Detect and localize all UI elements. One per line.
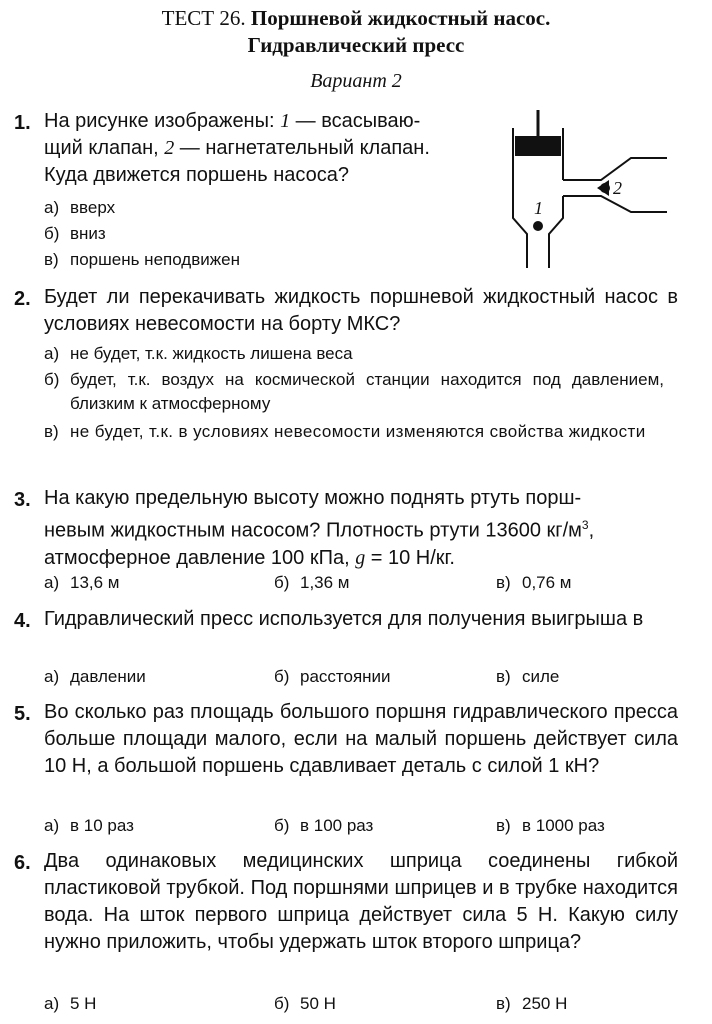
- label-2: 2: [613, 178, 622, 198]
- answer-option[interactable]: а) 5 Н: [44, 994, 97, 1013]
- label-1: 1: [534, 198, 543, 218]
- answer-option[interactable]: в) в 1000 раз: [496, 816, 605, 835]
- question-number: 5.: [14, 703, 31, 725]
- answer-option[interactable]: а) в 10 раз: [44, 816, 134, 835]
- answer-option[interactable]: в) 250 Н: [496, 994, 568, 1013]
- answer-option[interactable]: а) не будет, т.к. жидкость лишена веса: [44, 344, 353, 363]
- test-topic-1: Поршневой жидкостный насос.: [250, 6, 551, 30]
- question-number: 3.: [14, 489, 31, 511]
- question-number: 1.: [14, 112, 31, 134]
- answer-option[interactable]: в) поршень неподвижен: [44, 250, 240, 269]
- question-number: 4.: [14, 610, 31, 632]
- answer-option[interactable]: б) 50 Н: [274, 994, 336, 1013]
- outlet-pipe-bottom: [563, 196, 667, 212]
- piston: [515, 136, 561, 156]
- question-number: 6.: [14, 852, 31, 874]
- answer-option[interactable]: в) силе: [496, 667, 560, 686]
- test-title-line2: Гидравлический пресс: [247, 33, 465, 57]
- question-text: На какую предельную высоту можно поднять ртуть порш- невым жидкостным насосом? Плотность ртути 13600 $кг/м^3$, атмосферное давление 100 кПа, g = 10 Н/кг.: [44, 487, 595, 569]
- suction-valve: [533, 221, 543, 231]
- discharge-valve-ball: [600, 183, 610, 193]
- answer-option[interactable]: а) вверх: [44, 198, 116, 217]
- outlet-pipe-top: [563, 158, 667, 180]
- answer-option[interactable]: в) 0,76 м: [496, 573, 572, 592]
- question-text: Гидравлический пресс используется для получения выигрыша в: [44, 608, 644, 630]
- test-number: ТЕСТ 26.: [161, 6, 246, 30]
- test-title-line1: [0, 5, 712, 32]
- answer-option[interactable]: в) не будет, т.к. в условиях невесомости изменяются свойства жидкости: [44, 422, 646, 441]
- variant-label: Вариант 2: [310, 70, 402, 92]
- answer-option[interactable]: б) в 100 раз: [274, 816, 374, 835]
- answer-option[interactable]: б) будет, т.к. воздух на космической станции находится под давлением, близким к атмосферному: [44, 370, 664, 413]
- answer-option[interactable]: б) вниз: [44, 224, 106, 243]
- answer-option[interactable]: б) 1,36 м: [274, 573, 350, 592]
- answer-option[interactable]: а) 13,6 м: [44, 573, 120, 592]
- question-text: На рисунке изображены: 1 — всасываю- щий клапан, 2 — нагнетательный клапан. Куда движется поршень насоса?: [44, 110, 430, 186]
- question-text: Два одинаковых медицинских шприца соединены гибкой пластиковой трубкой. Под поршнями шприцев и в трубке находится вода. На шток первого шприца действует сила 5 Н. Какую силу нужно приложить, чтобы удержать шток второго шприца?: [44, 850, 678, 953]
- question-number: 2.: [14, 288, 31, 310]
- pump-diagram: [505, 108, 675, 268]
- answer-option[interactable]: б) расстоянии: [274, 667, 391, 686]
- question-text: Будет ли перекачивать жидкость поршневой жидкостный насос в условиях невесомости на борту МКС?: [44, 286, 678, 335]
- answer-option[interactable]: а) давлении: [44, 667, 146, 686]
- question-text: Во сколько раз площадь большого поршня гидравлического пресса больше площади малого, если на малый поршень действует сила 10 Н, а большой поршень сдавливает деталь с силой 1 кН?: [44, 701, 678, 777]
